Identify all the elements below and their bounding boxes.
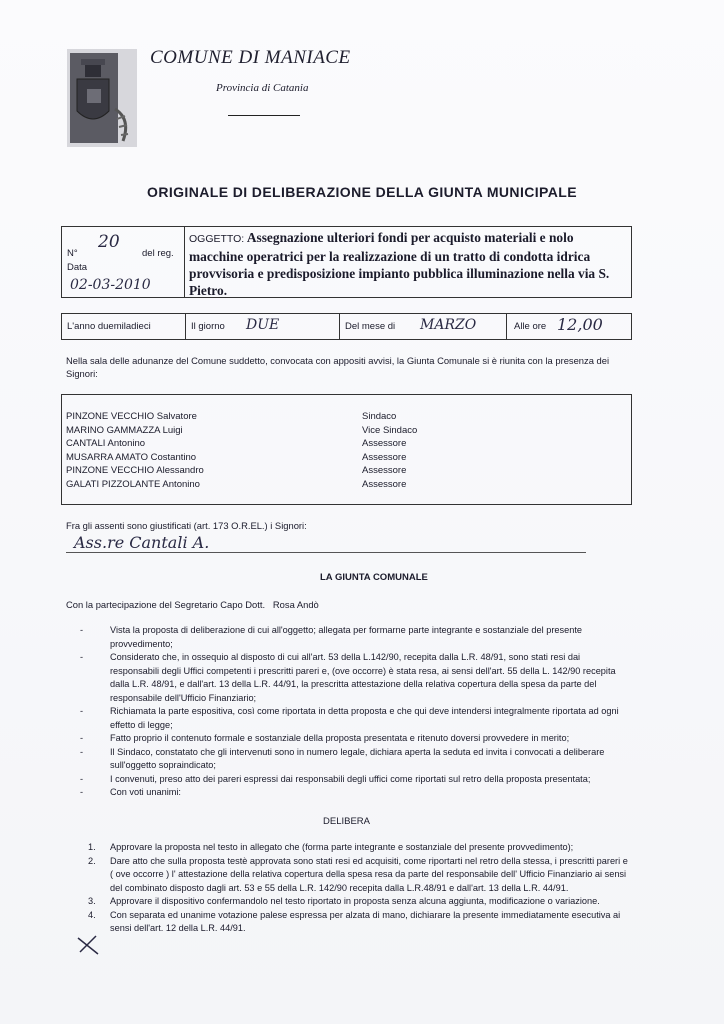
- members-box: [61, 394, 632, 505]
- header-rule: [228, 115, 300, 116]
- registry-oggetto-box: [61, 226, 632, 298]
- member-name: MARINO GAMMAZZA Luigi: [66, 424, 183, 436]
- data-label: Data: [67, 262, 88, 273]
- premessa-item: - Il Sindaco, constatato che gli intervenuti sono in numero legale, dichiara aperta la seduta ed invita i convocati a deliberare sull'oggetto sopraindicato;: [80, 746, 605, 770]
- partecipazione-line: Con la partecipazione del Segretario Capo Dott. Rosa Andò: [66, 599, 319, 610]
- premessa-item: - I convenuti, preso atto dei pareri espressi dai responsabili degli uffici come riportati sul retro della proposta presentata;: [80, 773, 591, 784]
- member-role: Sindaco: [362, 411, 397, 422]
- giorno-label: Il giorno: [191, 321, 225, 332]
- delibera-item: 2. Dare atto che sulla proposta testè approvata sono stati resi ed acquisiti, come riportarti nel retro della stessa, i prescritti pareri e ( ove occorre ) l' attestazione della relativa copertura della spesa resa da parte del responsabile dell' Ufficio Finanziario ai sensi del combinato disposto dagli art. 53 e 55 della L.R. 142/90 recepita dalla L.R.48/91 e dall'art. 13 della L.R. 44/91.: [88, 855, 628, 893]
- ore-cell: [507, 314, 631, 339]
- premessa-item: - Vista la proposta di deliberazione di cui all'oggetto; allegata per formarne parte integrante e sostanziale del presente provvedimento;: [80, 625, 582, 649]
- reg-label: del reg.: [142, 248, 174, 259]
- member-row: [66, 464, 204, 478]
- member-row: [66, 451, 196, 465]
- province-name: Provincia di Catania: [216, 82, 309, 94]
- delibera-item: 4. Con separata ed unanime votazione palese espressa per alzata di mano, dichiarare la presente immediatamente esecutiva ai sensi dell'art. 12 della L.R. 44/91.: [88, 909, 621, 933]
- oggetto-label: OGGETTO:: [189, 233, 245, 245]
- delibera-heading: DELIBERA: [323, 816, 370, 827]
- intro-paragraph: Nella sala delle adunanze del Comune suddetto, convocata con appositi avvisi, la Giunta Comunale si è riunita con la presenza dei Signori:: [66, 355, 610, 380]
- mese-label: Del mese di: [345, 321, 396, 332]
- data-value: 02-03-2010: [70, 277, 151, 293]
- numero-label: N°: [67, 248, 78, 259]
- member-row: [66, 437, 145, 451]
- giunta-heading: LA GIUNTA COMUNALE: [320, 572, 428, 583]
- member-name: GALATI PIZZOLANTE Antonino: [66, 478, 200, 490]
- premessa-item: - Richiamata la parte espositiva, così come riportata in detta proposta e che qui deve intendersi integralmente riportata ad ogni effetto di legge;: [80, 706, 619, 730]
- municipality-name: COMUNE DI MANIACE: [150, 47, 351, 68]
- oggetto-cell: [189, 229, 629, 298]
- member-role: Assessore: [362, 438, 407, 449]
- premessa-item: - Considerato che, in ossequio al disposto di cui all'art. 53 della L.142/90, recepita dalla L.R. 48/91, sono stati resi dai responsabili degli Uffici competenti i prescritti pareri e, (ove occorre) è stata resa, ai sensi dell'art. 55 della L. 142/90 recepita dalla L.R. 48/91, e dall'art. 13 della L.R. 44/91, la prescritta attestazione della relativa copertura della spesa da parte del responsabile dell'Ufficio Finanziario;: [80, 652, 616, 703]
- member-name: PINZONE VECCHIO Salvatore: [66, 411, 197, 422]
- ore-label: Alle ore: [514, 321, 547, 332]
- numero-value: 20: [98, 232, 120, 252]
- member-row: [66, 410, 197, 424]
- assenti-value: Ass.re Cantali A.: [74, 533, 210, 552]
- oggetto-text: [189, 229, 629, 299]
- handwritten-cross-mark: [74, 932, 104, 958]
- mese-cell: [340, 314, 507, 339]
- member-role: Assessore: [362, 451, 407, 463]
- delibera-list: [88, 841, 628, 936]
- coat-of-arms-emblem: [67, 49, 137, 147]
- giorno-cell: [186, 314, 340, 339]
- member-name: PINZONE VECCHIO Alessandro: [66, 465, 204, 476]
- member-row: [66, 424, 183, 438]
- assenti-label: Fra gli assenti sono giustificati (art. 173 O.R.EL.) i Signori:: [66, 520, 307, 531]
- oggetto-subject: Assegnazione ulteriori fondi per acquisto materiali e nolo macchine operatrici per la realizzazione di un tratto di condotta idrica provvisoria e predisposizione impianto pubblica illuminazione nella via S. Pietro.: [189, 230, 610, 298]
- member-role: Vice Sindaco: [362, 424, 418, 436]
- member-name: CANTALI Antonino: [66, 438, 146, 449]
- premessa-item: - Con voti unanimi:: [80, 787, 181, 797]
- ore-value: 12,00: [557, 315, 603, 334]
- giorno-value: DUE: [246, 317, 280, 333]
- anno-cell: [62, 314, 186, 339]
- registry-cell: [62, 227, 185, 297]
- assenti-line: [66, 552, 586, 553]
- delibera-item: 1. Approvare la proposta nel testo in allegato che (forma parte integrante e sostanziale del presente provvedimento);: [88, 842, 574, 852]
- premessa-item: - Fatto proprio il contenuto formale e sostanziale della proposta presentata e ritenuto doversi provvedere in merito;: [80, 733, 570, 743]
- document-title: ORIGINALE DI DELIBERAZIONE DELLA GIUNTA MUNICIPALE: [147, 184, 577, 200]
- anno-label: L'anno duemiladieci: [67, 321, 151, 332]
- date-row-box: [61, 313, 632, 340]
- mese-value: MARZO: [420, 317, 477, 333]
- member-role: Assessore: [362, 478, 407, 490]
- member-row: [66, 478, 200, 492]
- member-name: MUSARRA AMATO Costantino: [66, 451, 197, 463]
- member-role: Assessore: [362, 465, 407, 476]
- premesse-list: [80, 624, 628, 800]
- delibera-item: 3. Approvare il dispositivo confermandolo nel testo riportato in proposta senza alcuna aggiunta, modificazione o variazione.: [88, 896, 600, 906]
